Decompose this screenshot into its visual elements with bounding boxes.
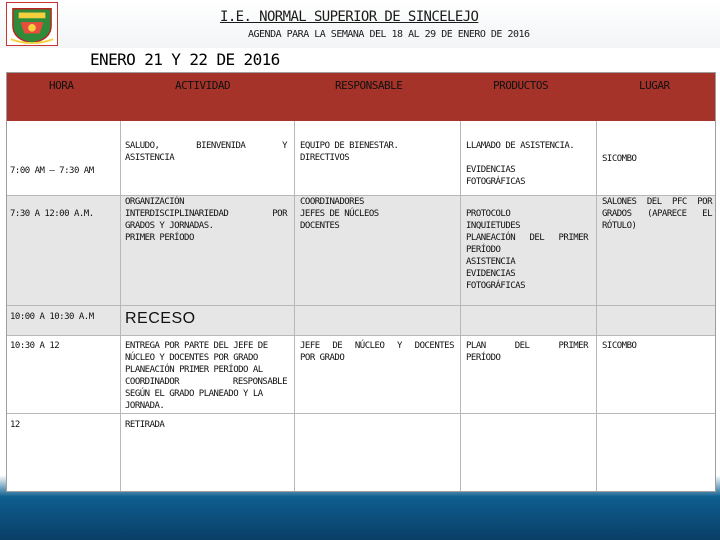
row1-responsable-line: EQUIPO DE BIENESTAR. [300, 141, 399, 151]
row2-productos-line: EVIDENCIAS [466, 269, 516, 279]
row4-actividad-line: PLANEACIÓN PRIMER PERÍODO AL [125, 365, 263, 375]
row4-lugar: SICOMBO [602, 341, 637, 351]
row4-actividad-line: ENTREGA POR PARTE DEL JEFE DE [125, 341, 268, 351]
row2-hora: 7:30 A 12:00 A.M. [10, 209, 94, 219]
table-header-row [7, 73, 715, 121]
row1-actividad [125, 140, 287, 164]
row2-productos [466, 208, 588, 292]
row2-lugar [602, 196, 712, 232]
row3-hora: 10:00 A 10:30 A.M [10, 312, 94, 322]
row2-actividad-line: PRIMER PERÍODO [125, 233, 194, 243]
row3-actividad: RECESO [125, 310, 196, 327]
row2-productos-line: PROTOCOLO [466, 209, 511, 219]
row2-actividad-line: ORGANIZACIÒN [125, 197, 185, 207]
row1-responsable [300, 140, 450, 164]
row4-actividad [125, 340, 287, 412]
column-divider [596, 121, 597, 491]
row1-productos-line [466, 152, 596, 164]
column-divider [460, 121, 461, 491]
row2-actividad-line: GRADOS Y JORNADAS. [125, 221, 214, 231]
row4-actividad-line: SEGÚN EL GRADO PLANEADO Y LA [125, 389, 263, 399]
row2-productos-line: PERÍODO [466, 245, 501, 255]
row-divider [7, 413, 715, 414]
row2-responsable-line: DOCENTES [300, 221, 340, 231]
row4-productos-line: PLAN DEL PRIMER [466, 341, 588, 351]
row1-lugar: SICOMBO [602, 154, 637, 164]
row2-productos-line: ASISTENCIA [466, 257, 516, 267]
row2-productos-line: INQUIETUDES [466, 221, 521, 231]
row1-productos-line: FOTOGRÁFICAS [466, 177, 526, 187]
agenda-subtitle: AGENDA PARA LA SEMANA DEL 18 AL 29 DE ENERO DE 2016 [248, 29, 530, 40]
row-divider [7, 305, 715, 306]
column-header-hora: HORA [49, 79, 74, 92]
row2-lugar-line: RÓTULO) [602, 221, 637, 231]
row2-responsable [300, 196, 450, 232]
row4-hora: 10:30 A 12 [10, 341, 60, 351]
row4-actividad-line: JORNADA. [125, 401, 165, 411]
row2-responsable-line: COORDINADORES [300, 197, 364, 207]
row1-productos-line: EVIDENCIAS [466, 165, 516, 175]
column-divider [120, 121, 121, 491]
row4-productos-line: PERÍODO [466, 353, 501, 363]
row5-actividad: RETIRADA [125, 420, 165, 430]
row1-actividad-line: SALUDO, BIENVENIDA Y [125, 141, 287, 151]
school-crest-icon [6, 2, 58, 46]
row1-responsable-line: DIRECTIVOS [300, 153, 350, 163]
row2-responsable-line: JEFES DE NÚCLEOS [300, 209, 379, 219]
institution-title: I.E. NORMAL SUPERIOR DE SINCELEJO [220, 9, 479, 25]
row4-responsable-line: POR GRADO [300, 353, 345, 363]
row4-actividad-line: NÚCLEO Y DOCENTES POR GRADO [125, 353, 258, 363]
row5-hora: 12 [10, 420, 20, 430]
row2-productos-line: FOTOGRÁFICAS [466, 281, 526, 291]
row4-actividad-line: COORDINADOR RESPONSABLE [125, 377, 287, 387]
row2-actividad [125, 196, 287, 244]
row1-actividad-line: ASISTENCIA [125, 153, 175, 163]
column-header-responsable: RESPONSABLE [335, 79, 403, 92]
column-header-lugar: LUGAR [639, 79, 670, 92]
table-row [7, 305, 715, 335]
row4-productos [466, 340, 588, 364]
row2-actividad-line: INTERDISCIPLINARIEDAD POR [125, 209, 287, 219]
row-divider [7, 195, 715, 196]
row1-hora: 7:00 AM – 7:30 AM [10, 166, 94, 176]
row2-lugar-line: GRADOS (APARECE EL [602, 209, 712, 219]
column-divider [294, 121, 295, 491]
row2-lugar-line: SALONES DEL PFC POR [602, 197, 712, 207]
row1-productos-line: LLAMADO DE ASISTENCIA. [466, 141, 575, 151]
row2-productos-line: PLANEACIÓN DEL PRIMER [466, 233, 588, 243]
row1-productos [466, 140, 596, 188]
column-header-productos: PRODUCTOS [493, 79, 549, 92]
column-header-actividad: ACTIVIDAD [175, 79, 231, 92]
row4-responsable-line: JEFE DE NÚCLEO Y DOCENTES [300, 341, 454, 351]
row-divider [7, 335, 715, 336]
table-row [7, 413, 715, 491]
row4-responsable [300, 340, 454, 364]
date-title: ENERO 21 Y 22 DE 2016 [90, 50, 280, 69]
